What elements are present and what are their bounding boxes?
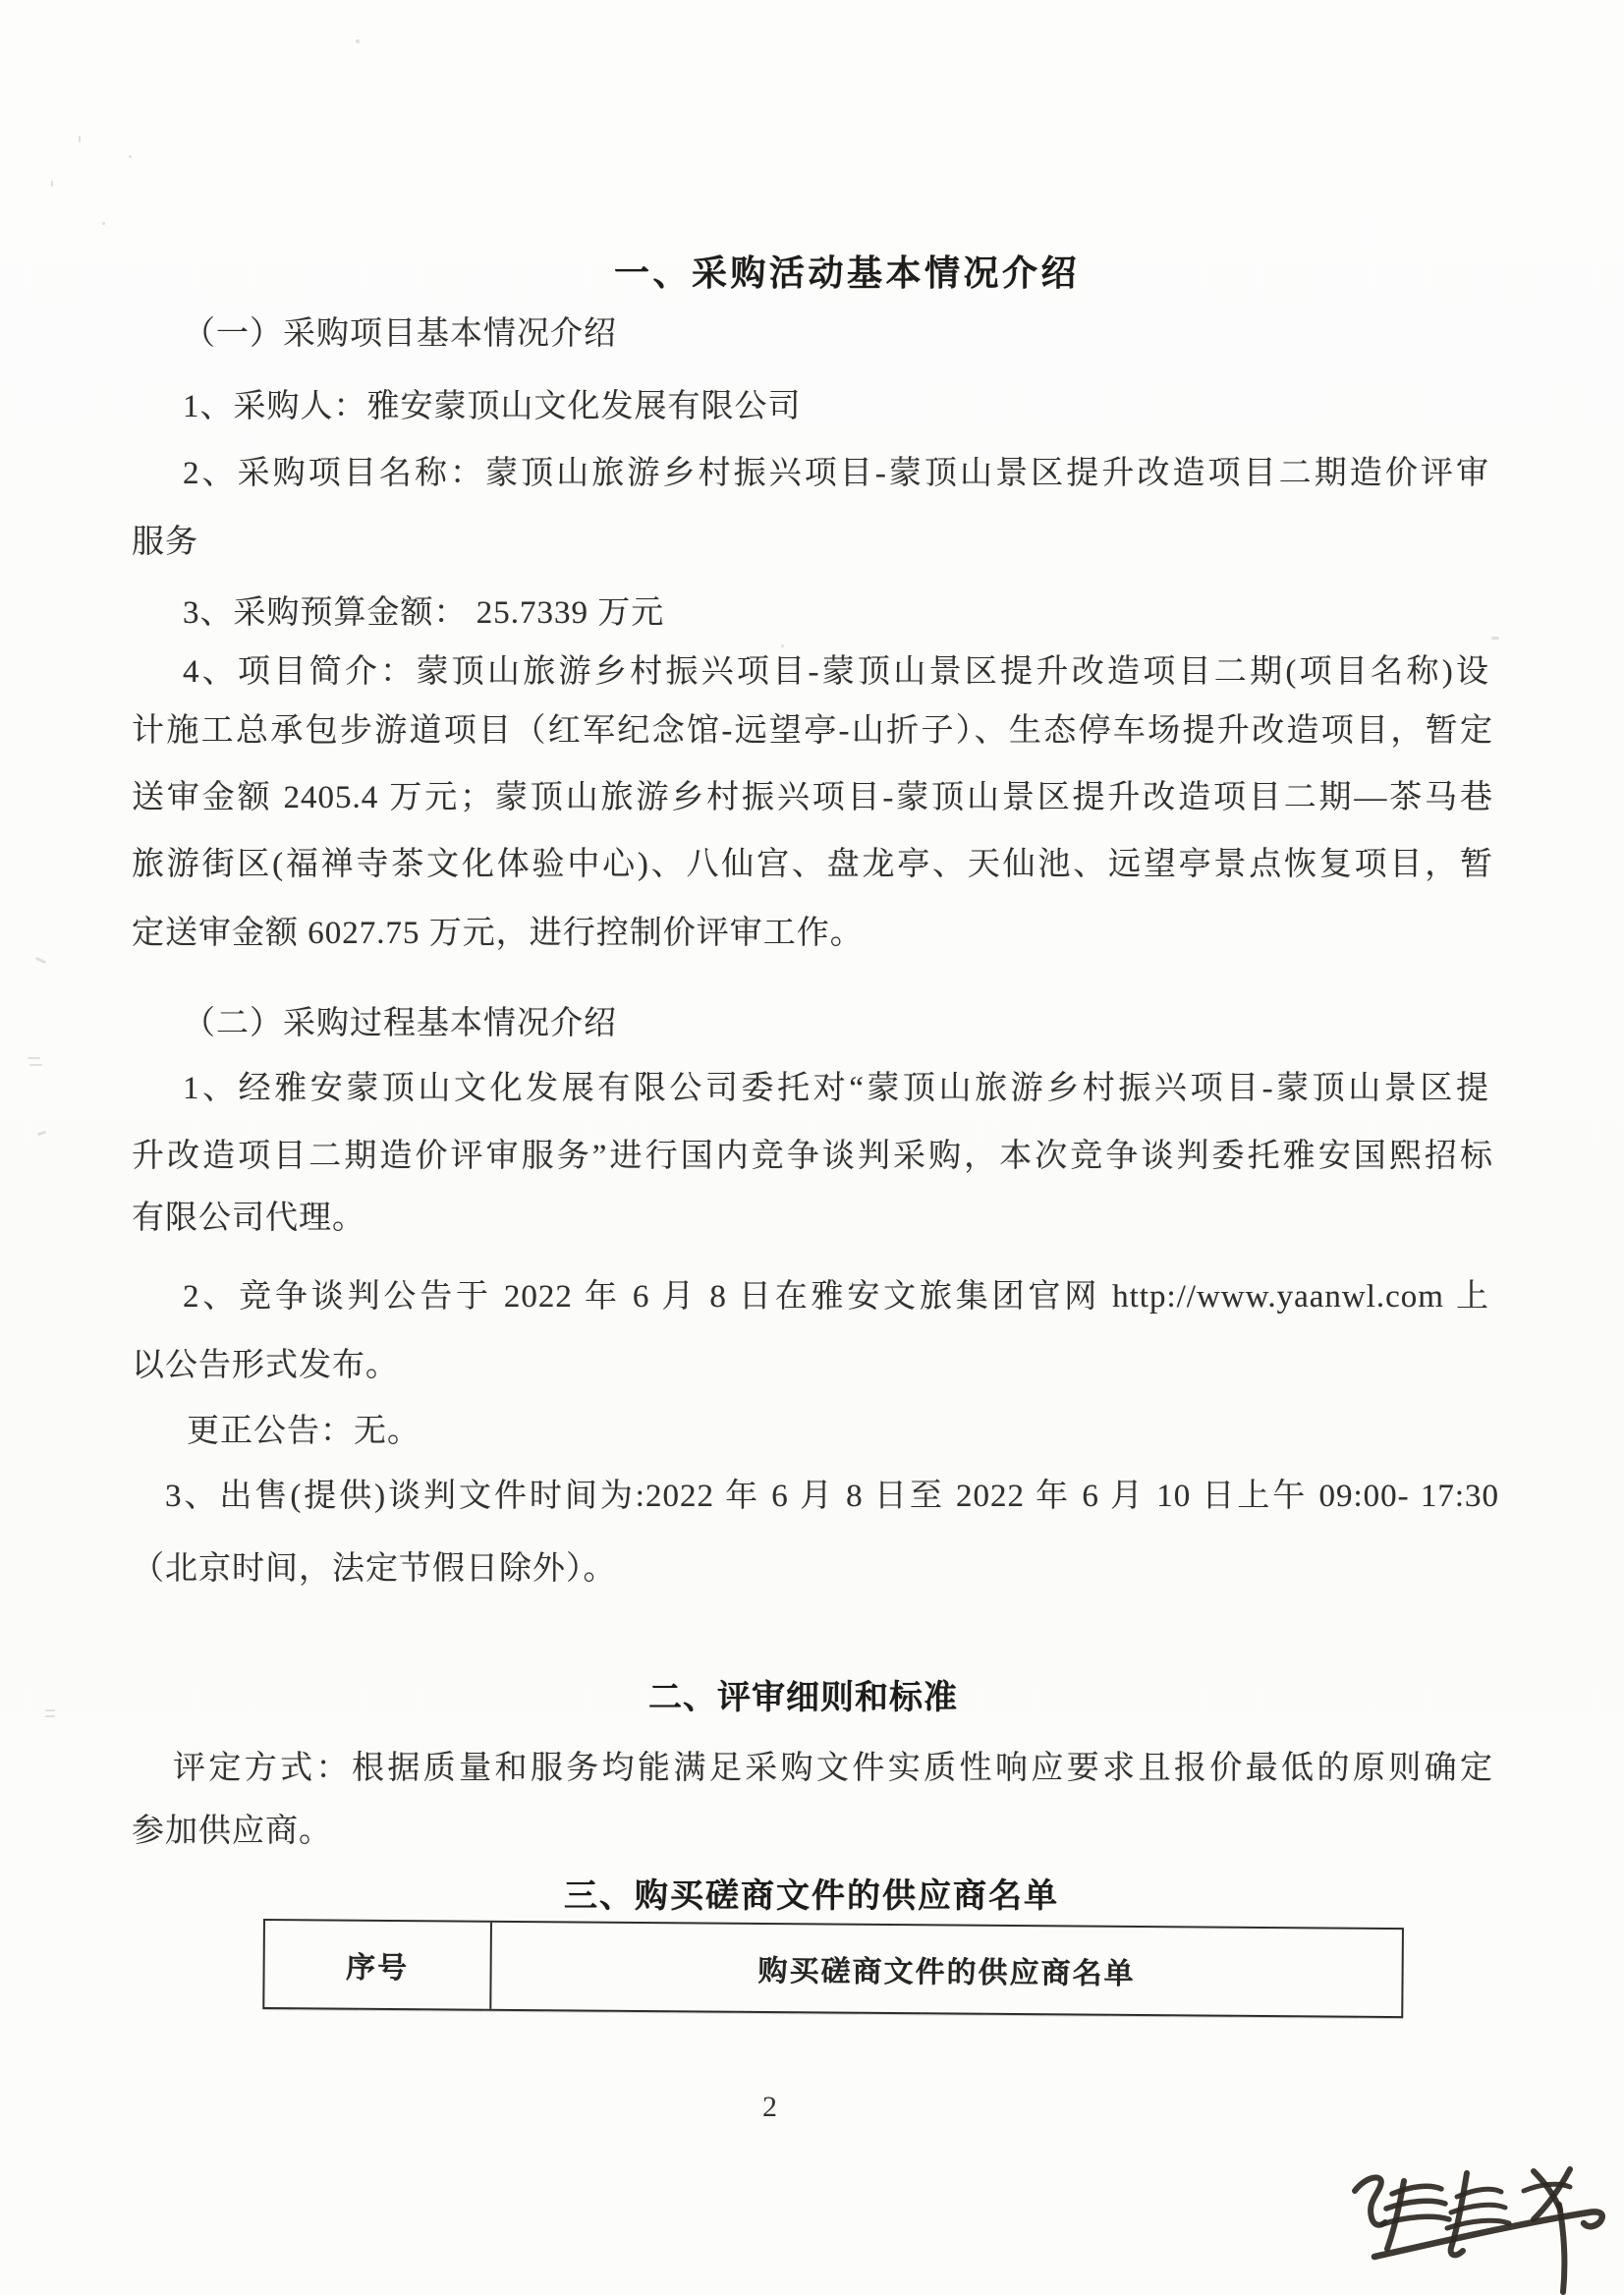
text-line: 服务 <box>132 525 198 560</box>
scan-artifact <box>102 222 105 225</box>
text-line: 计施工总承包步游道项目（红军纪念馆-远望亭-山折子）、生态停车场提升改造项目，暂定 <box>132 713 1493 749</box>
scan-artifact <box>37 1131 46 1137</box>
text-line: （一）采购项目基本情况介绍 <box>183 316 617 352</box>
text-line: 1、采购人：雅安蒙顶山文化发展有限公司 <box>183 389 802 424</box>
text-line: 3、采购预算金额： 25.7339 万元 <box>183 595 665 631</box>
text-line: （二）采购过程基本情况介绍 <box>183 1006 617 1041</box>
scan-artifact <box>129 155 132 158</box>
scan-artifact <box>45 1715 55 1717</box>
supplier-table <box>262 1919 1404 2018</box>
handwritten-signature-icon <box>1341 2161 1621 2295</box>
scan-artifact <box>29 1064 42 1066</box>
scan-artifact <box>356 39 360 43</box>
text-line: 2、竞争谈判公告于 2022 年 6 月 8 日在雅安文旅集团官网 http://www.yaanwl.com 上 <box>183 1279 1489 1315</box>
text-line: 更正公告：无。 <box>187 1414 420 1449</box>
page-number: 2 <box>762 2091 777 2123</box>
scan-artifact <box>79 136 81 142</box>
scan-artifact <box>45 1709 55 1711</box>
text-line: 定送审金额 6027.75 万元，进行控制价评审工作。 <box>132 916 864 951</box>
text-line: （北京时间，法定节假日除外）。 <box>132 1551 617 1587</box>
table-header-no: 序号 <box>264 1921 492 2009</box>
scan-artifact <box>781 644 784 647</box>
scan-artifact <box>35 957 46 964</box>
text-line: 有限公司代理。 <box>132 1201 365 1236</box>
text-line: 送审金额 2405.4 万元；蒙顶山旅游乡村振兴项目-蒙顶山景区提升改造项目二期—茶马巷 <box>132 780 1493 815</box>
text-line: 参加供应商。 <box>132 1814 332 1849</box>
text-line: 3、出售(提供)谈判文件时间为:2022 年 6 月 8 日至 2022 年 6 月 10 日上午 09:00- 17:30 <box>165 1479 1499 1514</box>
text-line: 1、经雅安蒙顶山文化发展有限公司委托对“蒙顶山旅游乡村振兴项目-蒙顶山景区提 <box>183 1071 1489 1106</box>
text-line: 以公告形式发布。 <box>132 1348 399 1383</box>
section3-title: 三、购买磋商文件的供应商名单 <box>564 1878 1059 1915</box>
scan-artifact <box>28 1057 40 1059</box>
scan-artifact <box>51 181 53 187</box>
text-line: 评定方式：根据质量和服务均能满足采购文件实质性响应要求且报价最低的原则确定 <box>173 1751 1493 1786</box>
text-line: 4、项目简介：蒙顶山旅游乡村振兴项目-蒙顶山景区提升改造项目二期(项目名称)设 <box>183 654 1489 690</box>
section1-title: 一、采购活动基本情况介绍 <box>614 253 1081 293</box>
text-line: 2、采购项目名称：蒙顶山旅游乡村振兴项目-蒙顶山景区提升改造项目二期造价评审 <box>183 456 1489 491</box>
table-header-supplier: 购买磋商文件的供应商名单 <box>757 1954 1136 1990</box>
text-line: 旅游街区(福禅寺茶文化体验中心)、八仙宫、盘龙亭、天仙池、远望亭景点恢复项目，暂 <box>132 847 1493 882</box>
text-line: 升改造项目二期造价评审服务”进行国内竞争谈判采购，本次竞争谈判委托雅安国熙招标 <box>132 1139 1493 1174</box>
section2-title: 二、评审细则和标准 <box>648 1680 958 1716</box>
scan-artifact <box>1491 637 1499 640</box>
